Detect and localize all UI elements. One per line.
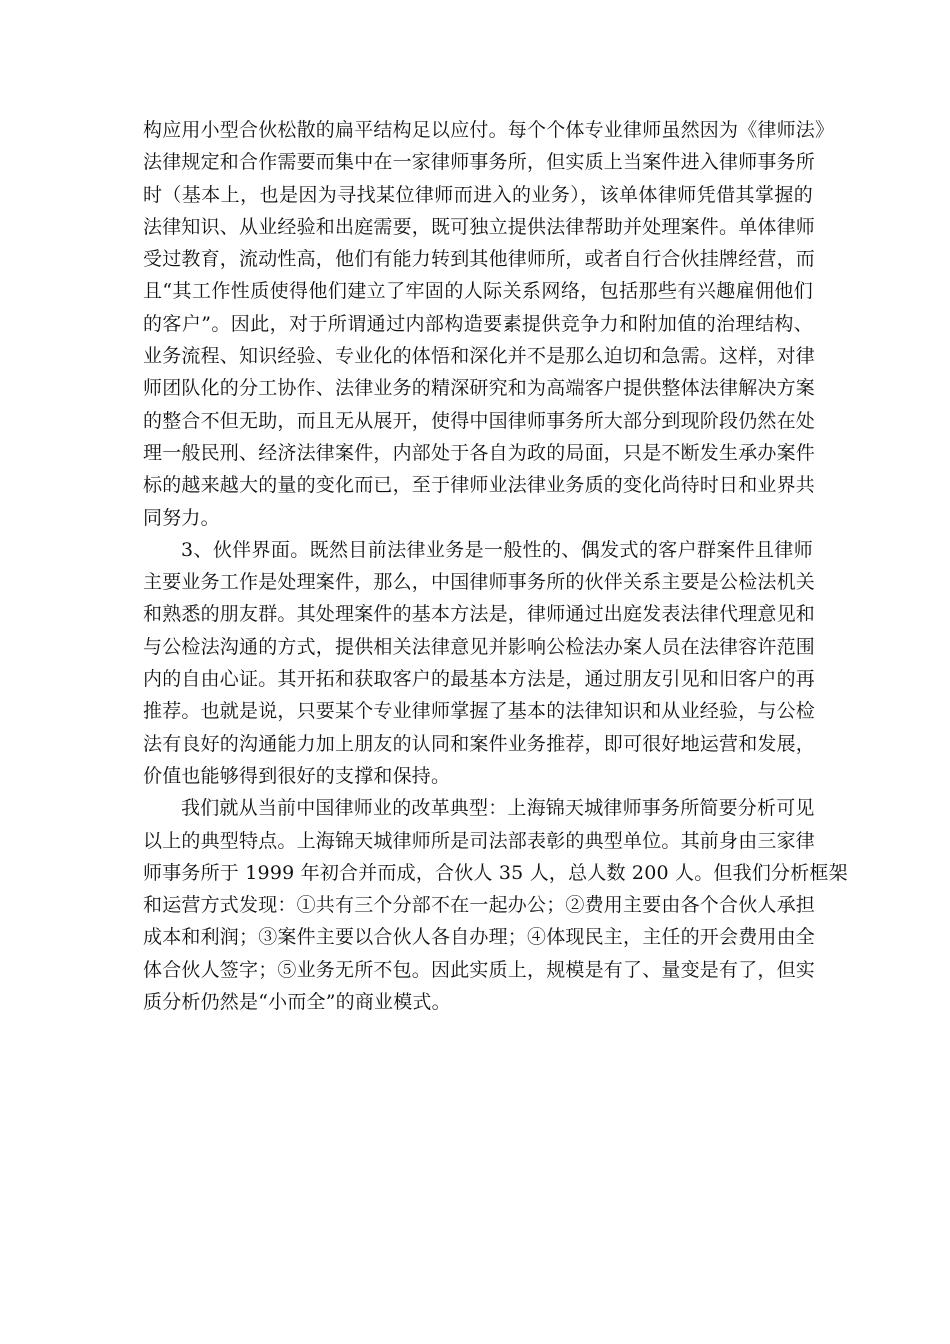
- text-line: 师团队化的分工协作、法律业务的精深研究和为高端客户提供整体法律解决方案: [143, 377, 816, 400]
- text-line: 法律知识、从业经验和出庭需要，既可独立提供法律帮助并处理案件。单体律师: [143, 215, 816, 238]
- text-line: 价值也能够得到很好的支撑和保持。: [143, 764, 451, 787]
- text-line: 标的越来越大的量的变化而已，至于律师业法律业务质的变化尚待时日和业界共: [143, 474, 816, 497]
- paragraph-1: [143, 114, 835, 534]
- text-line: 成本和利润；③案件主要以合伙人各自办理；④体现民主，主任的开会费用由全: [143, 926, 816, 949]
- text-line: 师事务所于 1999 年初合并而成，合伙人 35 人，总人数 200 人。但我们分析框架: [143, 861, 848, 884]
- text-line: 时（基本上，也是因为寻找某位律师而进入的业务），该单体律师凭借其掌握的: [143, 183, 813, 206]
- text-line: 以上的典型特点。上海锦天城律师所是司法部表彰的典型单位。其前身由三家律: [143, 829, 816, 852]
- text-line: 的客户”。因此，对于所谓通过内部构造要素提供竞争力和附加值的治理结构、: [143, 312, 813, 335]
- text-line: 与公检法沟通的方式，提供相关法律意见并影响公检法办案人员在法律容许范围: [143, 635, 816, 658]
- body-text: [143, 114, 848, 1018]
- text-line: 且“其工作性质使得他们建立了牢固的人际关系网络，包括那些有兴趣雇佣他们: [143, 280, 813, 303]
- text-line: 体合伙人签字；⑤业务无所不包。因此实质上，规模是有了、量变是有了，但实: [143, 958, 816, 981]
- text-line: 和运营方式发现：①共有三个分部不在一起办公；②费用主要由各个合伙人承担: [143, 894, 816, 917]
- text-line: 主要业务工作是处理案件，那么，中国律师事务所的伙伴关系主要是公检法机关: [143, 571, 816, 594]
- text-line: 法律规定和合作需要而集中在一家律师事务所，但实质上当案件进入律师事务所: [143, 151, 816, 174]
- text-line: 3、伙伴界面。既然目前法律业务是一般性的、偶发式的客户群案件且律师: [181, 538, 813, 561]
- text-line: 受过教育，流动性高，他们有能力转到其他律师所，或者自行合伙挂牌经营，而: [143, 248, 816, 271]
- text-line: 质分析仍然是“小而全”的商业模式。: [143, 991, 451, 1014]
- paragraph-3: [143, 792, 848, 1018]
- text-line: 法有良好的沟通能力加上朋友的认同和案件业务推荐，即可很好地运营和发展，: [143, 732, 816, 755]
- text-line: 推荐。也就是说，只要某个专业律师掌握了基本的法律知识和从业经验，与公检: [143, 700, 816, 723]
- text-line: 构应用小型合伙松散的扁平结构足以应付。每个个体专业律师虽然因为《律师法》: [143, 119, 835, 141]
- paragraph-2: [143, 534, 816, 792]
- text-line: 的整合不但无助，而且无从展开，使得中国律师事务所大部分到现阶段仍然在处: [143, 409, 816, 432]
- text-line: 我们就从当前中国律师业的改革典型：上海锦天城律师事务所简要分析可见: [181, 797, 815, 820]
- text-line: 业务流程、知识经验、专业化的体悟和深化并不是那么迫切和急需。这样，对律: [143, 345, 816, 368]
- text-line: 和熟悉的朋友群。其处理案件的基本方法是，律师通过出庭发表法律代理意见和: [143, 603, 816, 626]
- text-line: 内的自由心证。其开拓和获取客户的最基本方法是，通过朋友引见和旧客户的再: [143, 668, 816, 691]
- text-line: 同努力。: [143, 506, 220, 529]
- text-line: 理一般民刑、经济法律案件，内部处于各自为政的局面，只是不断发生承办案件: [143, 441, 816, 464]
